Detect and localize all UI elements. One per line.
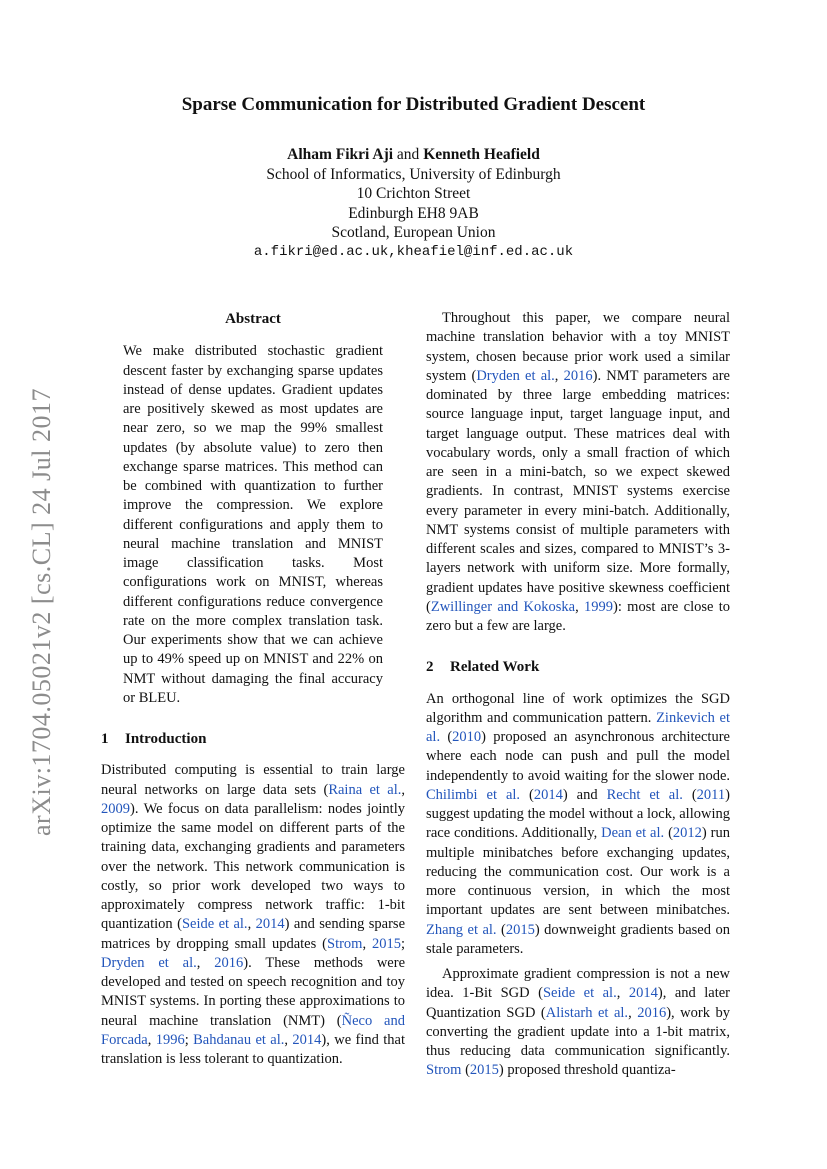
right-column: [426, 309, 730, 1081]
citation-link[interactable]: Zinkevich et al.: [426, 709, 730, 745]
paragraph-text: ) suggest updating the model without a lock, allowing race conditions. Additionally,: [426, 786, 730, 842]
citation-link[interactable]: Zwillinger and Kokoska: [430, 598, 576, 615]
paragraph-text: ), we find that translation is less tolerant to quantization.: [101, 1031, 405, 1067]
paragraph-text: ,: [247, 916, 256, 933]
paragraph-text: ,: [284, 1031, 293, 1048]
citation-link[interactable]: 2011: [696, 786, 726, 803]
abstract-heading: Abstract: [225, 311, 281, 327]
paragraph-text: ) and: [562, 786, 607, 803]
paragraph-text: ,: [616, 985, 629, 1002]
paragraph-text: (: [664, 825, 673, 842]
intro-paragraph: [101, 761, 405, 1069]
paragraph-text: ,: [147, 1031, 156, 1048]
citation-link[interactable]: Dryden et al.: [476, 367, 555, 384]
citation-link[interactable]: 2014: [292, 1031, 322, 1048]
paragraph-text: (: [440, 729, 453, 745]
paragraph-text: ,: [401, 781, 405, 798]
section-number: 2: [426, 659, 434, 676]
abstract-text: We make distributed stochastic gradient descent faster by exchanging sparse updates instead of dense updates. Gradient updates are positively skewed as most updates are near zero, so we map the 99% smallest updates (by absolute value) to zero then exchange sparse matrices. This method can be combined with quantization to further improve the compression. We explore different configurations and apply them to neural machine translation and MNIST image classification tasks. Most configurations work on MNIST, whereas different configurations reduce convergence rate on the more complex translation task. Our experiments show that we can achieve up to 49% speed up on MNIST and 22% on NMT without damaging the final accuracy or BLEU.: [123, 343, 383, 706]
citation-link[interactable]: Seide et al.: [181, 916, 248, 933]
citation-link[interactable]: Dryden et al.: [101, 954, 197, 971]
section-number: 1: [101, 731, 109, 747]
arxiv-identifier: arXiv:1704.05021v2 [cs.CL] 24 Jul 2017: [27, 388, 56, 836]
paragraph-text: ,: [554, 367, 564, 384]
author-conjunction: and: [396, 146, 420, 163]
citation-link[interactable]: 2010: [452, 729, 482, 745]
paragraph-text: ,: [196, 954, 215, 971]
paragraph-text: ;: [400, 935, 406, 952]
section-heading-related-work: [426, 658, 730, 677]
paper-title: Sparse Communication for Distributed Gradient Descent: [181, 94, 646, 115]
citation-link[interactable]: Zhang et al.: [426, 921, 497, 938]
citation-link[interactable]: Bahdanau et al.: [193, 1031, 285, 1048]
related-work-paragraph: [426, 965, 730, 1081]
paragraph-text: ), and later Quantization SGD (: [426, 985, 731, 1021]
paragraph-text: ), work by converting the gradient update into a 1-bit matrix, thus reducing data communication significantly.: [426, 1004, 730, 1059]
paragraph-text: ). We focus on data parallelism: nodes jointly optimize the same model on different parts of the training data, exchanging gradients and parameters over the network. This network communication is costly, so prior work developed two ways to approximately compress network traffic: 1-bit quantization (: [101, 800, 405, 933]
paragraph-text: ): most are close to zero but a few are large.: [426, 598, 730, 634]
citation-link[interactable]: 2014: [628, 985, 658, 1002]
paragraph-text: Approximate gradient compression is not a new idea. 1-Bit SGD (: [426, 966, 730, 1002]
citation-link[interactable]: Chilimbi et al.: [426, 786, 521, 803]
citation-link[interactable]: Dean et al.: [601, 825, 665, 842]
citation-link[interactable]: Ñeco and Forcada: [101, 1012, 405, 1048]
citation-link[interactable]: 2009: [101, 800, 130, 817]
paragraph-text: (: [520, 786, 534, 803]
citation-link[interactable]: 1999: [584, 598, 614, 615]
paragraph-text: Throughout this paper, we compare neural machine translation behavior with a toy MNIST system, chosen because prior work used a similar system (: [426, 310, 730, 384]
address-country: Scotland, European Union: [331, 224, 496, 241]
citation-link[interactable]: 2015: [469, 1062, 499, 1079]
address-street: 10 Crichton Street: [356, 185, 471, 202]
paragraph-text: (: [682, 786, 697, 803]
paragraph-text: ,: [362, 935, 372, 952]
paragraph-text: ) run multiple minibatches before exchanging updates, reducing the communication cost. Our work is a more continuous version, in which the most important updates are sent between minibatches.: [426, 825, 730, 919]
paragraph-text: ). NMT parameters are dominated by three large embedding matrices: source language input, target language input, and target language output. These matrices deal with vocabulary words, only a small fraction of which are seen in a mini-batch, so we expect skewed gradients. In contrast, MNIST systems exercise every parameter in every mini-batch. Additionally, NMT systems consist of multiple parameters with different scales and sizes, compared to MNIST’s 3-layers network with uniform size. More formally, gradient updates have positive skewness coefficient (: [426, 367, 730, 615]
citation-link[interactable]: 2014: [255, 916, 285, 933]
paragraph-text: (: [496, 921, 506, 938]
section-heading-introduction: [101, 730, 405, 749]
related-work-paragraph: [426, 690, 730, 960]
paragraph-text: An orthogonal line of work optimizes the SGD algorithm and communication pattern.: [426, 690, 730, 726]
paragraph-text: Distributed computing is essential to train large neural networks on large data sets (: [101, 762, 405, 798]
citation-link[interactable]: 2014: [533, 786, 563, 803]
author-name-1: Alham Fikri Aji: [287, 146, 394, 163]
address-city: Edinburgh EH8 9AB: [348, 204, 479, 222]
paragraph-text: ;: [184, 1031, 194, 1048]
citation-link[interactable]: 2016: [214, 954, 244, 971]
author-name-2: Kenneth Heafield: [423, 146, 540, 163]
author-line: [0, 145, 827, 165]
paragraph-text: ) and sending sparse matrices by dropping small updates (: [101, 916, 406, 952]
citation-link[interactable]: 1996: [155, 1031, 185, 1048]
paragraph-text: ) proposed threshold quantiza-: [498, 1062, 676, 1079]
citation-link[interactable]: 2016: [563, 367, 593, 384]
paragraph-text: ). These methods were developed and tested on speech recognition and toy MNIST systems. In porting these approximations to neural machine translation (NMT) (: [101, 954, 406, 1029]
citation-link[interactable]: Seide et al.: [542, 985, 617, 1002]
left-column: [101, 310, 405, 1069]
section-title: Related Work: [450, 659, 540, 676]
citation-link[interactable]: 2016: [637, 1004, 667, 1021]
citation-link[interactable]: Strom: [327, 935, 363, 952]
citation-link[interactable]: 2012: [672, 825, 702, 842]
author-emails: a.fikri@ed.ac.uk,kheafiel@inf.ed.ac.uk: [253, 243, 574, 260]
citation-link[interactable]: Strom: [426, 1062, 462, 1079]
paragraph-text: ) downweight gradients based on stale parameters.: [426, 921, 730, 957]
citation-link[interactable]: Raina et al.: [328, 781, 402, 798]
citation-link[interactable]: 2015: [371, 935, 401, 952]
paragraph-text: ,: [628, 1004, 638, 1021]
paragraph-text: ,: [575, 598, 585, 615]
citation-link[interactable]: Alistarh et al.: [545, 1004, 629, 1021]
paragraph-text: (: [461, 1062, 470, 1079]
section-title: Introduction: [125, 731, 207, 747]
intro-paragraph-continued: [426, 309, 730, 636]
citation-link[interactable]: Recht et al.: [606, 786, 683, 803]
affiliation: School of Informatics, University of Edinburgh: [266, 165, 561, 183]
paragraph-text: ) proposed an asynchronous architecture where each node can push and pull the model independently to avoid waiting for the slower node.: [426, 729, 730, 784]
citation-link[interactable]: 2015: [505, 921, 535, 938]
author-block: [0, 145, 827, 262]
